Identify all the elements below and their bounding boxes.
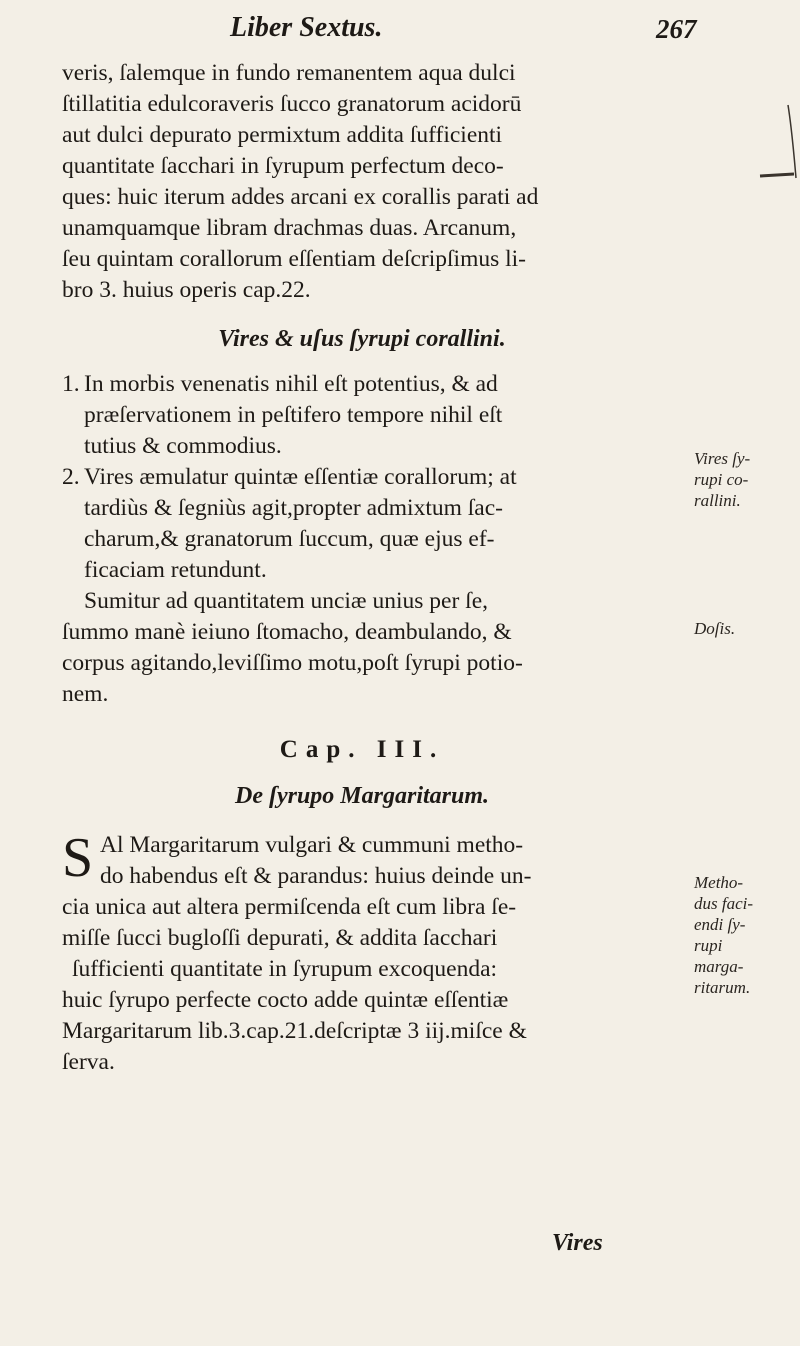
margin-line: endi ſy- — [694, 915, 746, 934]
drop-cap: S — [62, 827, 94, 889]
margin-note-dosis — [694, 618, 794, 639]
text-line: ſufficienti quantitate in ſyrupum excoquenda: — [72, 956, 498, 982]
margin-line: rallini. — [694, 491, 741, 510]
text-line: ſummo manè ieiuno ſtomacho, deambulando, & — [62, 619, 512, 645]
text-line: quantitate ſacchari in ſyrupum perfectum deco- — [62, 153, 504, 179]
margin-line: rupi co- — [694, 470, 749, 489]
running-header — [0, 12, 800, 52]
text-line: huic ſyrupo perfecte cocto adde quintæ eſſentiæ — [62, 987, 509, 1013]
text-line: ſeu quintam corallorum eſſentiam deſcripſimus li- — [62, 246, 526, 272]
text-line: In morbis venenatis nihil eſt potentius, & ad — [84, 371, 498, 397]
text-line: veris, ſalemque in fundo remanentem aqua dulci — [62, 60, 516, 86]
text-line: nem. — [62, 681, 109, 707]
text-line: ſerva. — [62, 1049, 115, 1075]
item-number: 1. — [62, 371, 80, 397]
chapter-subtitle: De ſyrupo Margaritarum. — [234, 783, 490, 809]
text-line: unamquamque libram drachmas duas. Arcanum, — [62, 215, 517, 241]
text-line: Sumitur ad quantitatem unciæ unius per ſe, — [84, 588, 488, 614]
page-edge-artifact — [758, 100, 798, 180]
text-line: charum,& granatorum ſuccum, quæ ejus ef- — [84, 526, 495, 552]
text-line: tardiùs & ſegniùs agit,propter admixtum ſac- — [84, 495, 503, 521]
text-line: aut dulci depurato permixtum addita ſufficienti — [62, 122, 503, 148]
running-title: Liber Sextus. — [230, 12, 383, 43]
item-number: 2. — [62, 464, 80, 490]
text-line: tutius & commodius. — [84, 433, 282, 459]
text-line: ficaciam retundunt. — [84, 557, 267, 583]
text-line: ques: huic iterum addes arcani ex corallis parati ad — [62, 184, 539, 210]
text-line: Vires æmulatur quintæ eſſentiæ corallorum; at — [84, 464, 517, 490]
margin-note-methodus — [694, 872, 794, 998]
text-line: miſſe ſucci bugloſſi depurati, & addita ſacchari — [62, 925, 498, 951]
margin-line: ritarum. — [694, 978, 751, 997]
text-line: præſervationem in peſtifero tempore nihil eſt — [84, 402, 503, 428]
text-line: bro 3. huius operis cap.22. — [62, 277, 311, 303]
text-line: do habendus eſt & parandus: huius deinde un- — [100, 863, 532, 889]
chapter-heading: Cap. III. — [279, 736, 445, 763]
numbered-item — [62, 369, 662, 400]
text-line: corpus agitando,leviſſimo motu,poſt ſyrupi potio- — [62, 650, 523, 676]
numbered-item — [62, 462, 662, 493]
margin-line: rupi — [694, 936, 723, 955]
text-line: Margaritarum lib.3.cap.21.deſcriptæ 3 iij.miſce & — [62, 1018, 527, 1044]
text-line: ſtillatitia edulcoraveris ſucco granatorum acidorū — [62, 91, 522, 117]
page-number: 267 — [656, 14, 697, 44]
margin-line: Metho- — [694, 873, 744, 892]
text-line: Al Margaritarum vulgari & cummuni metho- — [100, 832, 524, 858]
catchword: Vires — [552, 1230, 603, 1256]
section-subtitle: Vires & uſus ſyrupi corallini. — [218, 326, 506, 352]
margin-line: Doſis. — [694, 619, 736, 638]
paragraph-opening — [62, 827, 662, 892]
margin-note-vires — [694, 448, 794, 511]
margin-line: dus faci- — [694, 894, 754, 913]
main-text — [62, 58, 662, 1078]
text-line: cia unica aut altera permiſcenda eſt cum libra ſe- — [62, 894, 517, 920]
margin-line: Vires ſy- — [694, 449, 751, 468]
margin-line: marga- — [694, 957, 744, 976]
